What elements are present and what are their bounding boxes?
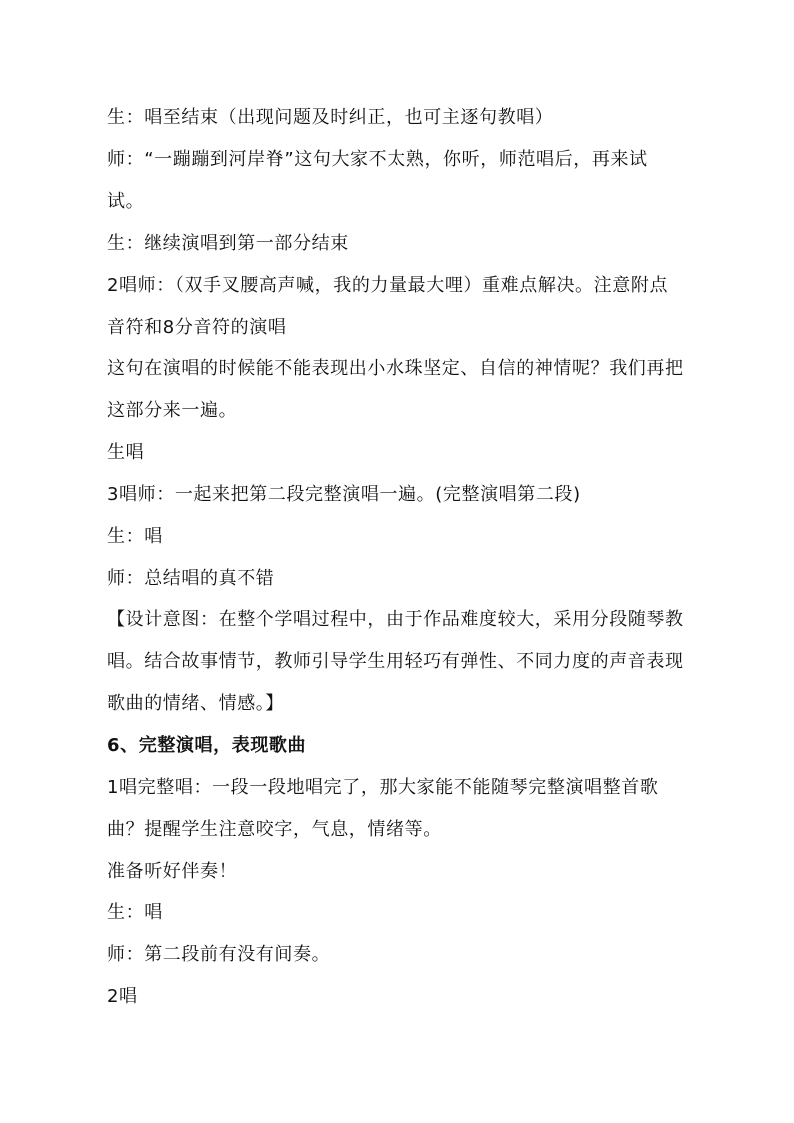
section-heading: 6、完整演唱，表现歌曲	[107, 735, 307, 756]
design-intent-line: 唱。结合故事情节，教师引导学生用轻巧有弹性、不同力度的声音表现	[107, 651, 684, 672]
text-line: 2唱师：（双手叉腰高声喊，我的力量最大哩）重难点解决。注意附点	[107, 275, 669, 296]
text-line: 生：唱	[107, 526, 163, 547]
text-line: 曲？提醒学生注意咬字，气息，情绪等。	[107, 819, 442, 840]
text-line: 3唱师：一起来把第二段完整演唱一遍。(完整演唱第二段)	[107, 484, 581, 505]
text-line: 师：第二段前有没有间奏。	[107, 944, 331, 965]
text-line: 准备听好伴奏！	[107, 861, 238, 882]
text-line: 生唱	[107, 442, 145, 463]
design-intent-line: 【设计意图：在整个学唱过程中，由于作品难度较大，采用分段随琴教	[107, 609, 684, 630]
design-intent-line: 歌曲的情绪、情感。】	[107, 693, 284, 714]
text-line: 音符和8分音符的演唱	[107, 317, 287, 338]
text-line: 试。	[107, 191, 145, 212]
text-line: 师：“一蹦蹦到河岸脊”这句大家不太熟，你听，师范唱后，再来试	[107, 149, 648, 170]
text-line: 这部分来一遍。	[107, 400, 238, 421]
text-line: 师：总结唱的真不错	[107, 568, 275, 589]
text-line: 生：继续演唱到第一部分结束	[107, 233, 349, 254]
text-line: 生：唱	[107, 902, 163, 923]
text-line: 生：唱至结束（出现问题及时纠正，也可主逐句教唱）	[107, 107, 554, 128]
text-line: 1唱完整唱：一段一段地唱完了，那大家能不能随琴完整演唱整首歌	[107, 777, 659, 798]
text-line: 这句在演唱的时候能不能表现出小水珠坚定、自信的神情呢？我们再把	[107, 358, 684, 379]
text-line: 2唱	[107, 986, 138, 1007]
